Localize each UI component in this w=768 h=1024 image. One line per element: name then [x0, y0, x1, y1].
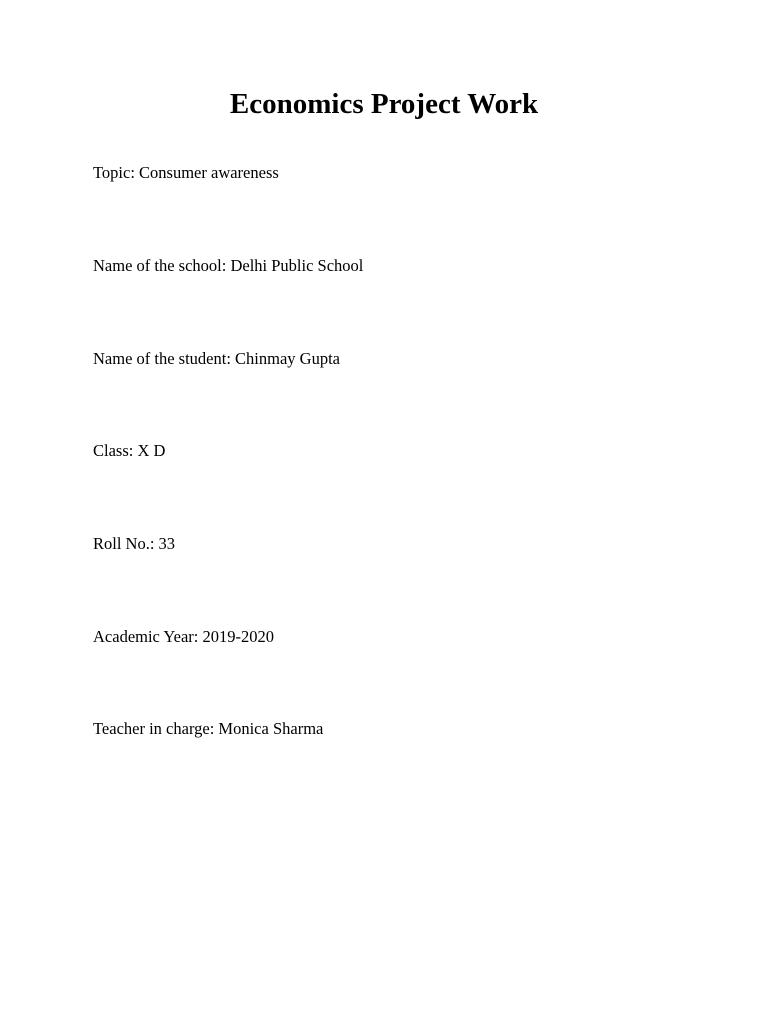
field-class: Class: X D — [93, 441, 166, 460]
field-roll-number: Roll No.: 33 — [93, 534, 176, 553]
document-title: Economics Project Work — [229, 88, 539, 120]
field-school-name: Name of the school: Delhi Public School — [93, 256, 364, 275]
field-topic: Topic: Consumer awareness — [93, 163, 279, 182]
field-teacher: Teacher in charge: Monica Sharma — [93, 719, 324, 738]
field-academic-year: Academic Year: 2019-2020 — [93, 627, 275, 646]
field-student-name: Name of the student: Chinmay Gupta — [93, 349, 340, 368]
